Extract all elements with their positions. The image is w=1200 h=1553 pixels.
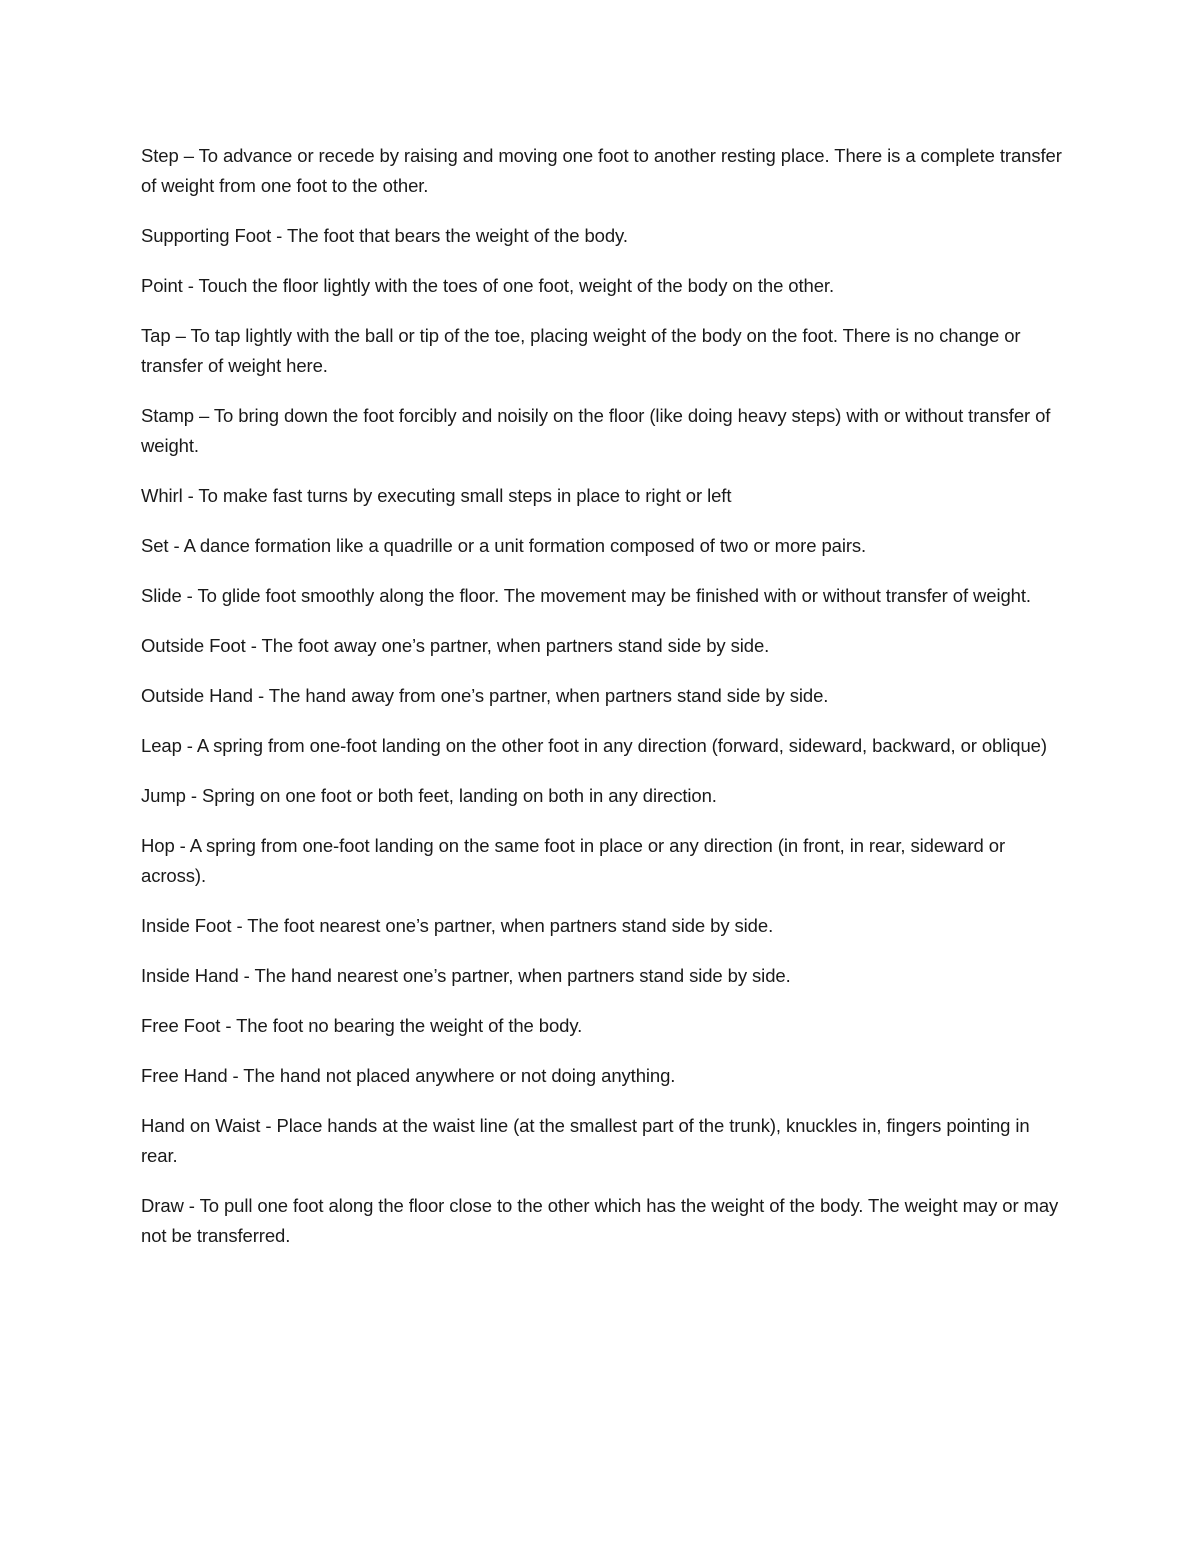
definition-free-hand: Free Hand - The hand not placed anywhere or not doing anything.: [141, 1065, 676, 1086]
definition-inside-foot: Inside Foot - The foot nearest one’s partner, when partners stand side by side.: [141, 915, 774, 936]
definition-free-foot: Free Foot - The foot no bearing the weight of the body.: [141, 1015, 583, 1036]
definition-hand-on-waist: Hand on Waist - Place hands at the waist line (at the smallest part of the trunk), knuckles in, fingers pointing in rear.: [141, 1115, 1030, 1166]
definition-stamp: Stamp – To bring down the foot forcibly and noisily on the floor (like doing heavy steps) with or without transfer of weight.: [141, 405, 1051, 456]
definition-supporting-foot: Supporting Foot - The foot that bears the weight of the body.: [141, 225, 628, 246]
document-body: [141, 141, 1071, 1271]
definition-point: Point - Touch the floor lightly with the toes of one foot, weight of the body on the other.: [141, 275, 834, 296]
definition-whirl: Whirl - To make fast turns by executing small steps in place to right or left: [141, 485, 732, 506]
definition-hop: Hop - A spring from one-foot landing on the same foot in place or any direction (in front, in rear, sideward or across).: [141, 835, 1006, 886]
definition-set: Set - A dance formation like a quadrille or a unit formation composed of two or more pairs.: [141, 535, 867, 556]
definition-tap: Tap – To tap lightly with the ball or tip of the toe, placing weight of the body on the foot. There is no change or transfer of weight here.: [141, 325, 1021, 376]
definition-slide: Slide - To glide foot smoothly along the floor. The movement may be finished with or without transfer of weight.: [141, 585, 1031, 606]
definition-outside-hand: Outside Hand - The hand away from one’s partner, when partners stand side by side.: [141, 685, 829, 706]
definition-inside-hand: Inside Hand - The hand nearest one’s partner, when partners stand side by side.: [141, 965, 791, 986]
definition-step: Step – To advance or recede by raising and moving one foot to another resting place. There is a complete transfer of weight from one foot to the other.: [141, 145, 1062, 196]
definition-draw: Draw - To pull one foot along the floor close to the other which has the weight of the body. The weight may or may not be transferred.: [141, 1195, 1059, 1246]
definition-leap: Leap - A spring from one-foot landing on the other foot in any direction (forward, sideward, backward, or oblique): [141, 735, 1047, 756]
definition-outside-foot: Outside Foot - The foot away one’s partner, when partners stand side by side.: [141, 635, 770, 656]
definition-jump: Jump - Spring on one foot or both feet, landing on both in any direction.: [141, 785, 717, 806]
